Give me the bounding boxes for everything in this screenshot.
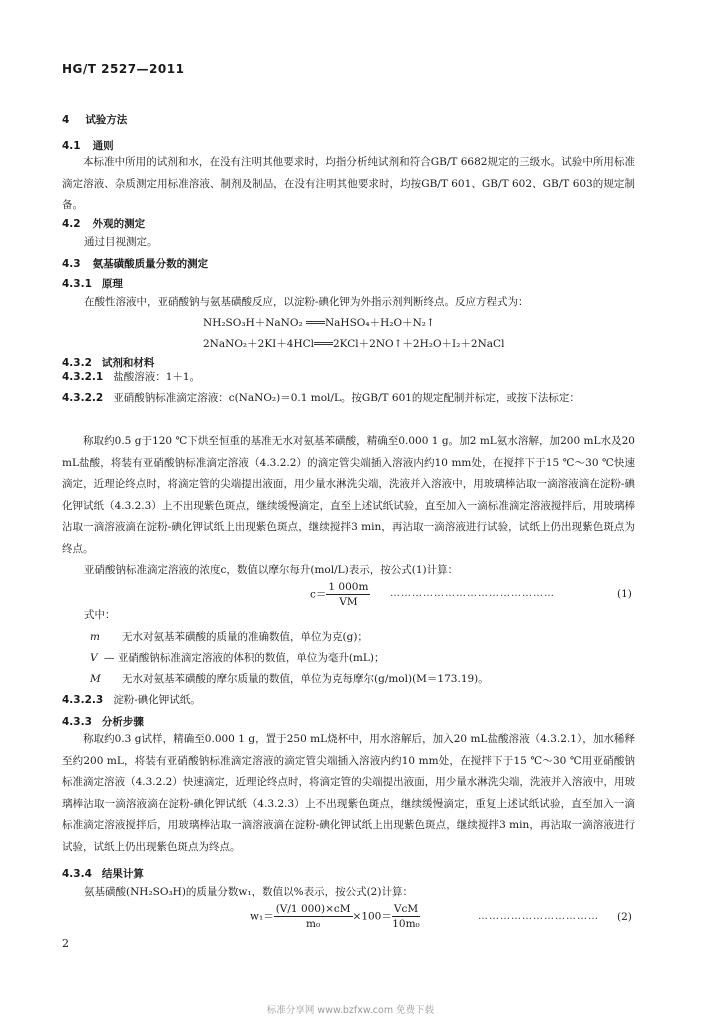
section-title: 氨基磺酸质量分数的测定 (92, 258, 209, 270)
section-number: 4.3.1 (62, 278, 92, 290)
clause-number: 4.3.2.2 (62, 392, 104, 404)
section-4-3-1-heading (62, 276, 123, 291)
page-number: 2 (62, 937, 69, 950)
formula-1 (310, 580, 370, 609)
fraction-numerator: (V/1 000)×cM (275, 903, 351, 915)
section-title: 试验方法 (85, 114, 128, 126)
variable-symbol-M: M (90, 673, 101, 685)
section-number: 4.1 (62, 140, 81, 152)
variable-desc-M: 无水对氨基苯磺酸的摩尔质量的数值，单位为克每摩尔(g/mol)(M＝173.19)。 (122, 673, 489, 685)
section-4-3-4-heading (62, 866, 144, 881)
variable-symbol-m: m (90, 631, 100, 643)
section-title: 原理 (101, 278, 123, 290)
fraction-denominator: VM (339, 596, 358, 608)
section-number: 4.3.3 (62, 716, 92, 728)
fraction-denominator: m₀ (306, 918, 321, 930)
reaction-equation-2: 2NaNO₂＋2KI＋4HCl═══2KCl＋2NO↑＋2H₂O＋I₂＋2NaCl (203, 338, 505, 350)
clause-number: 4.3.2.1 (62, 371, 104, 383)
section-4-3-3-heading (62, 714, 144, 729)
reaction-equation-1: NH₂SO₃H＋NaNO₂ ═══NaHSO₄＋H₂O＋N₂↑ (203, 317, 435, 329)
principle-text: 在酸性溶液中，亚硝酸钠与氨基磺酸反应，以淀粉-碘化钾为外指示剂判断终点。反应方程式为： (84, 296, 529, 308)
formula-2-leader: …………………………… (478, 911, 599, 922)
fraction-numerator: VcM (393, 903, 419, 915)
section-4-2-heading (62, 216, 145, 231)
formula-2 (250, 902, 420, 931)
section-number: 4 (62, 114, 70, 126)
clause-4-3-2-3 (62, 690, 201, 711)
clause-text: 淀粉-碘化钾试纸。 (113, 694, 201, 706)
where-label: 式中： (84, 609, 116, 621)
section-title: 分析步骤 (101, 716, 144, 728)
formula-1-number: (1) (617, 588, 632, 600)
clause-number: 4.3.2.3 (62, 694, 104, 706)
formula-middle: ×100＝ (352, 910, 392, 923)
section-title: 通则 (92, 140, 114, 152)
formula-1-leader: ……………………………………… (390, 588, 555, 599)
section-number: 4.3.4 (62, 868, 92, 880)
section-number: 4.2 (62, 218, 81, 230)
formula-fraction (326, 580, 370, 609)
variable-desc-m: 无水对氨基苯磺酸的质量的准确数值，单位为克(g)； (122, 631, 368, 643)
fraction-numerator: 1 000m (328, 581, 369, 593)
section-4-3-heading (62, 256, 208, 271)
clause-4-3-2-1 (62, 367, 200, 388)
section-title: 外观的测定 (92, 218, 146, 230)
variable-desc-v: — 亚硝酸钠标准滴定溶液的体积的数值，单位为毫升(mL)； (104, 652, 385, 664)
formula-lhs: w₁＝ (250, 910, 274, 923)
section-title: 结果计算 (101, 868, 144, 880)
standardization-procedure: 称取约0.5 g于120 ℃下烘至恒重的基准无水对氨基苯磺酸，精确至0.000 1 g。加2 mL氨水溶解，加200 mL水及20 mL盐酸，将装有亚硝酸钠标准滴定溶液（4.3.2.2）的滴定管尖端插入溶液内约10 mm处，在搅拌下于15 ℃～30 ℃快速滴定，近理论终点时，将滴定管的尖端提出液面，用少量水淋洗尖端，洗液并入溶液中，用玻璃棒沾取一滴溶液滴在淀粉-碘化钾试纸（4.3.2.3）上不出现紫色斑点，继续缓慢滴定，直至上述试纸试验，直至加入一滴标准滴定溶液搅拌后，用玻璃棒沾取一滴溶液滴在淀粉-碘化钾试纸上出现紫色斑点，继续搅拌3 min，再沾取一滴溶液进行试验，试纸上仍出现紫色斑点为终点。 (62, 435, 635, 555)
section-number: 4.3 (62, 258, 81, 270)
section-number: 4.3.2 (62, 357, 92, 369)
fraction-denominator: 10m₀ (392, 918, 420, 930)
formula-fraction-1 (274, 902, 353, 931)
section-4-heading (62, 112, 127, 127)
formula-fraction-2 (392, 902, 420, 931)
formula-2-number: (2) (617, 911, 632, 923)
clause-4-3-2-2 (62, 388, 635, 410)
formula-lhs: c＝ (310, 588, 327, 601)
clause-text: 亚硝酸钠标准滴定溶液：c(NaNO₂)＝0.1 mol/L。按GB/T 601的规定配制并标定，或按下法标定： (113, 392, 580, 404)
clause-text: 盐酸溶液：1＋1。 (113, 371, 201, 383)
general-rules-paragraph: 本标准中所用的试剂和水，在没有注明其他要求时，均指分析纯试剂和符合GB/T 6682规定的三级水。试验中所用标准滴定溶液、杂质测定用标准溶液、制剂及制品，在没有注明其他要求时，均按GB/T 601、GB/T 602、GB/T 603的规定制备。 (62, 156, 635, 211)
section-title: 试剂和材料 (101, 357, 155, 369)
section-4-1-heading (62, 138, 114, 153)
appearance-text: 通过目视测定。 (84, 236, 158, 248)
concentration-formula-intro: 亚硝酸钠标准滴定溶液的浓度c，数值以摩尔每升(mol/L)表示，按公式(1)计算： (84, 564, 459, 576)
standard-number: HG/T 2527—2011 (62, 62, 185, 76)
watermark-footer: 标准分享网 www.bzfxw.com 免费下载 (266, 1005, 435, 1016)
result-formula-intro: 氨基磺酸(NH₂SO₃H)的质量分数w₁，数值以%表示，按公式(2)计算： (84, 886, 413, 898)
analysis-procedure: 称取约0.3 g试样，精确至0.000 1 g，置于250 mL烧杯中，用水溶解后，加入20 mL盐酸溶液（4.3.2.1），加水稀释至约200 mL，将装有亚硝酸钠标准滴定溶液的滴定管尖端插入溶液内约10 mm处，在搅拌下于15 ℃～30 ℃用亚硝酸钠标准滴定溶液（4.3.2.2）快速滴定，近理论终点时，将滴定管的尖端提出液面，用少量水淋洗尖端，洗液并入溶液中，用玻璃棒沾取一滴溶液滴在淀粉-碘化钾试纸（4.3.2.3）上不出现紫色斑点，继续缓慢滴定，重复上述试纸试验，直至加入一滴标准滴定溶液搅拌后，用玻璃棒沾取一滴溶液滴在淀粉-碘化钾试纸上出现紫色斑点，继续搅拌3 min，再沾取一滴溶液进行试验，试纸上仍出现紫色斑点为终点。 (62, 733, 635, 853)
variable-symbol-v: V (90, 652, 98, 664)
